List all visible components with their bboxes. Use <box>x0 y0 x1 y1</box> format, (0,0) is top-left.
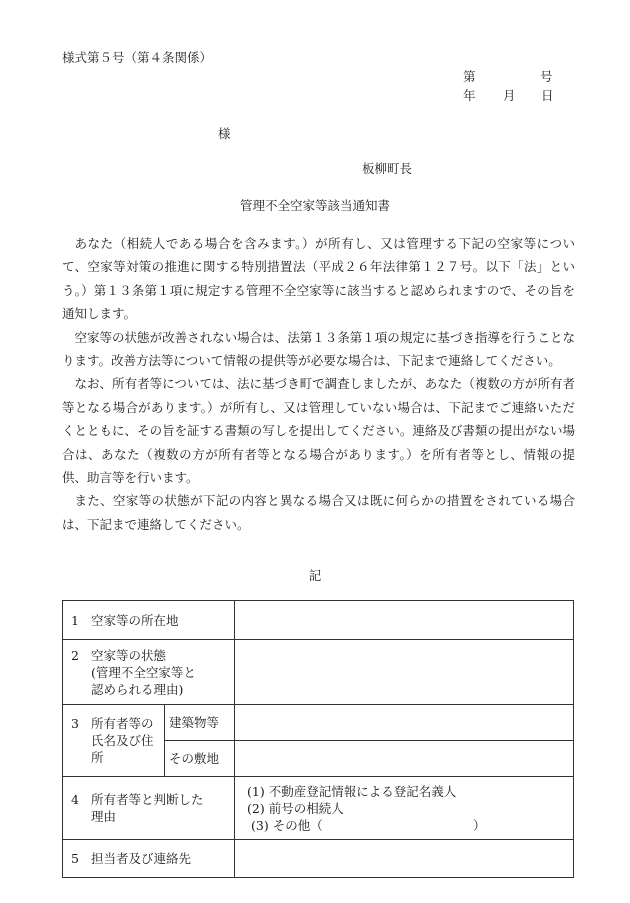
date-day-label: 日 <box>541 88 554 103</box>
recipient-honorific: 様 <box>218 126 231 141</box>
notice-body <box>62 232 575 536</box>
paragraph-3: なお、所有者等については、法に基づき町で調査しましたが、あなた（複数の方が所有者等となる場合があります。）が所有し、又は管理していない場合は、下記までご連絡いただくとともに、その旨を証する書類の写しを提出してください。連絡及び書類の提出がない場合は、あなた（複数の方が所有者等となる場合があります。）を所有者等とし、情報の提供、助言等を行います。 <box>62 376 575 486</box>
owner-label-cell: 3 所有者等の 氏名及び住 所 <box>63 705 165 777</box>
building-owner-value-cell[interactable] <box>235 705 574 741</box>
reason-option-2: (2) 前号の相続人 <box>247 800 344 816</box>
table-row-contact <box>63 840 574 878</box>
document-title: 管理不全空家等該当通知書 <box>239 198 390 213</box>
table-row-location <box>63 601 574 640</box>
table-row-condition <box>63 640 574 705</box>
location-label-cell: 1 空家等の所在地 <box>63 601 235 640</box>
reason-option-1: (1) 不動産登記情報による登記名義人 <box>247 783 457 799</box>
paragraph-2: 空家等の状態が改善されない場合は、法第１３条第１項の規定に基づき指導を行うことなります。改善方法等について情報の提供等が必要な場合は、下記まで連絡してください。 <box>62 329 575 369</box>
contact-value-cell[interactable] <box>235 840 574 878</box>
sender-name: 板柳町長 <box>362 161 413 176</box>
reason-label-cell: 4 所有者等と判断した 理由 <box>63 777 235 840</box>
table-row-owner-building <box>63 705 574 741</box>
land-sublabel-cell: その敷地 <box>165 741 235 777</box>
location-value-cell[interactable] <box>235 601 574 640</box>
document-number-suffix: 号 <box>540 69 553 84</box>
condition-value-cell[interactable] <box>235 640 574 705</box>
form-number-label: 様式第５号（第４条関係） <box>62 50 213 65</box>
building-sublabel-cell: 建築物等 <box>165 705 235 741</box>
paragraph-1: あなた（相続人である場合を含みます。）が所有し、又は管理する下記の空家等について、空家等対策の推進に関する特別措置法（平成２６年法律第１２７号。以下「法」という。）第１３条第１項に規定する管理不全空家等に該当すると認められますので、その旨を通知します。 <box>62 236 575 322</box>
reason-options-cell <box>235 777 574 840</box>
document-number-prefix: 第 <box>463 69 476 84</box>
details-table <box>62 600 574 878</box>
paragraph-4: また、空家等の状態が下記の内容と異なる場合又は既に何らかの措置をされている場合は、下記まで連絡してください。 <box>62 493 575 532</box>
land-owner-value-cell[interactable] <box>235 741 574 777</box>
condition-label-cell: 2 空家等の状態 (管理不全空家等と 認められる理由) <box>63 640 235 705</box>
table-row-owner-reason <box>63 777 574 840</box>
date-year-label: 年 <box>463 88 476 103</box>
reason-option-3: (3) その他（ ） <box>251 817 486 833</box>
ki-heading: 記 <box>308 568 322 583</box>
contact-label-cell: 5 担当者及び連絡先 <box>63 840 235 878</box>
date-month-label: 月 <box>503 88 516 103</box>
